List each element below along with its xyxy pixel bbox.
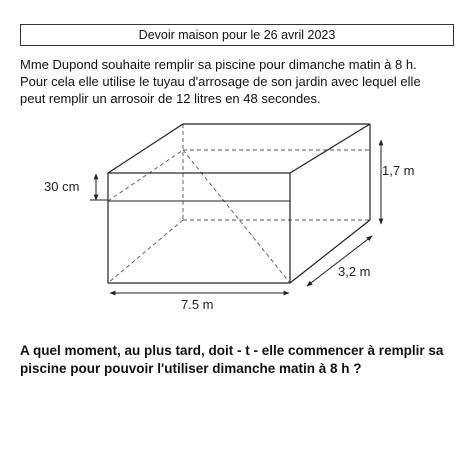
hidden-diagonal — [183, 150, 290, 283]
height-label: 1,7 m — [382, 163, 415, 178]
question — [20, 342, 460, 378]
header-title: Devoir maison pour le 26 avril 2023 — [138, 28, 336, 42]
question-line-2: piscine pour pouvoir l'utiliser dimanche matin à 8 h ? — [20, 361, 362, 376]
hidden-left-bottom-edge — [108, 220, 183, 283]
box-edges — [108, 124, 370, 283]
question-line-1: A quel moment, au plus tard, doit - t - elle commencer à remplir sa — [20, 343, 444, 358]
depth-label: 3,2 m — [338, 264, 371, 279]
top-right-edge — [290, 124, 370, 173]
water-gap-label: 30 cm — [44, 179, 80, 194]
problem-line-2: Pour cela elle utilise le tuyau d'arrosage de son jardin avec lequel elle — [20, 74, 421, 89]
front-face — [108, 173, 290, 283]
top-left-edge — [108, 124, 183, 173]
problem-line-1: Mme Dupond souhaite remplir sa piscine pour dimanche matin à 8 h. — [20, 57, 417, 72]
water-line-left — [108, 150, 183, 201]
length-label: 7.5 m — [181, 297, 214, 312]
problem-line-3: peut remplir un arrosoir de 12 litres en 48 secondes. — [20, 91, 321, 106]
